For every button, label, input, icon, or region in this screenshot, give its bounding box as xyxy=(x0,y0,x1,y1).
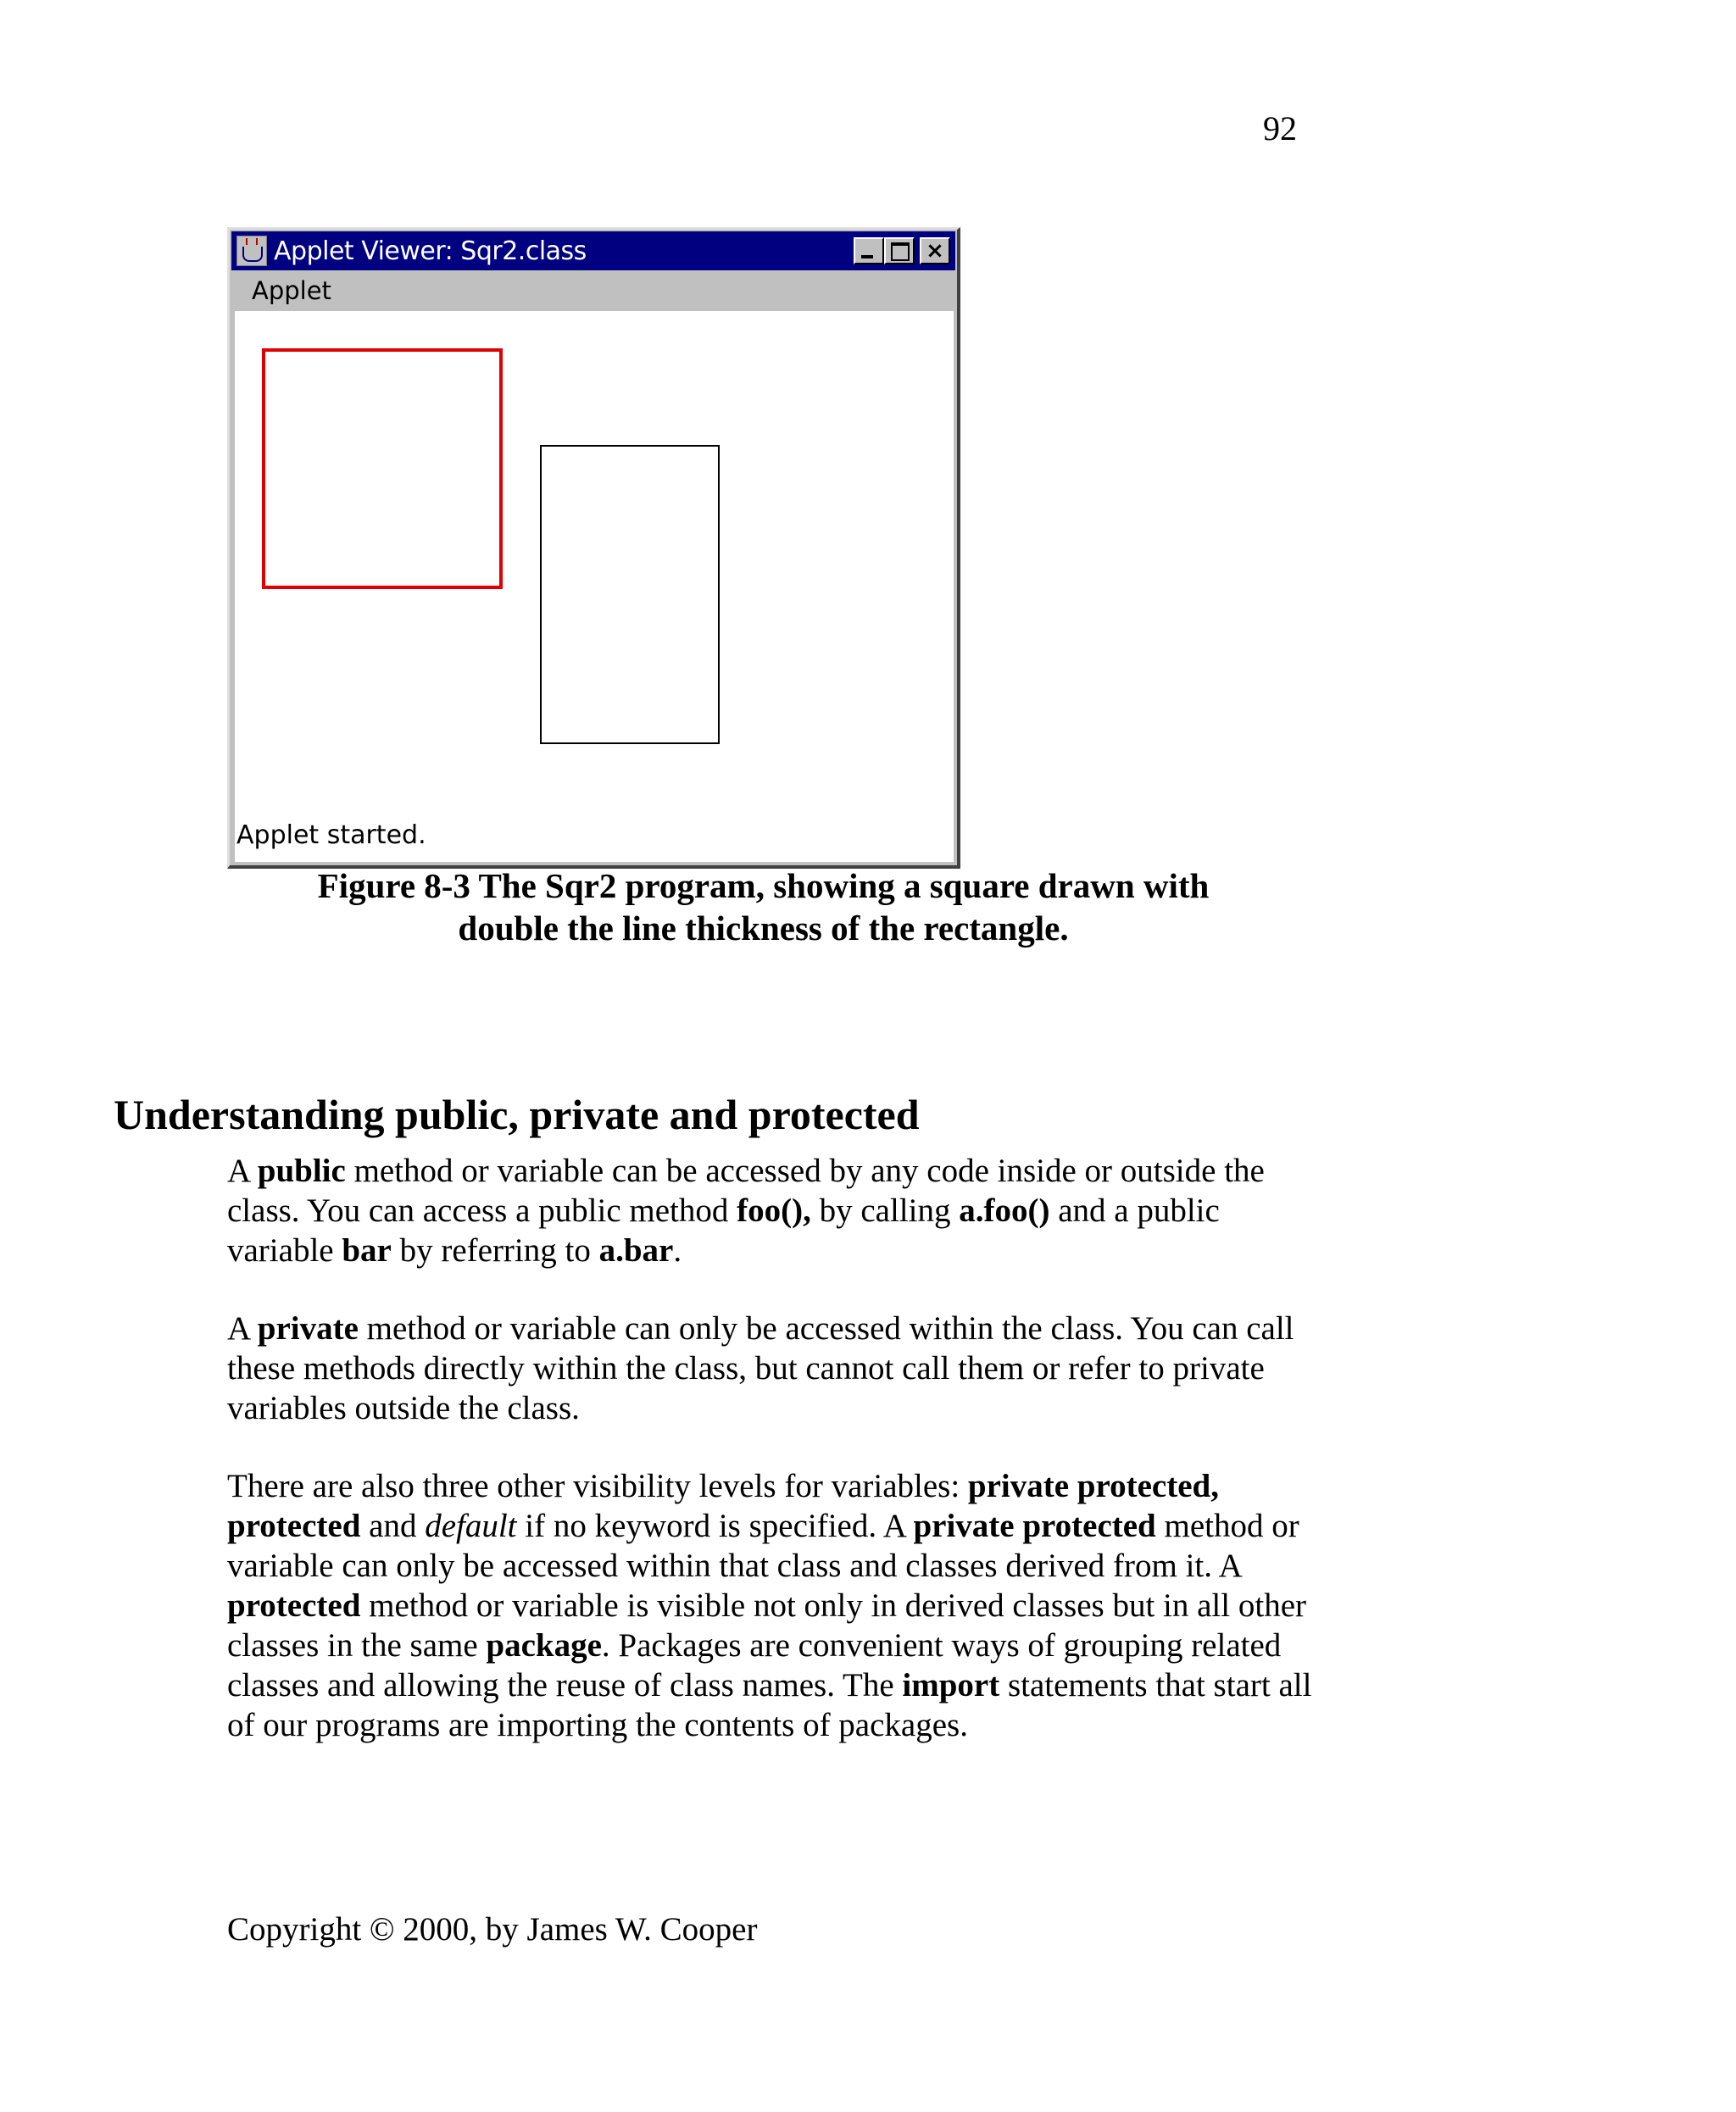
window-controls xyxy=(854,237,950,264)
text-run: A xyxy=(227,1310,258,1347)
keyword-import: import xyxy=(902,1667,1000,1703)
code-a-bar: a.bar xyxy=(598,1232,674,1269)
paragraph-visibility-levels xyxy=(227,1466,1321,1745)
applet-canvas xyxy=(235,311,954,862)
title-bar[interactable] xyxy=(231,231,955,270)
section-heading: Understanding public, private and protected xyxy=(114,1091,920,1138)
text-run: by calling xyxy=(810,1192,960,1229)
window-title: Applet Viewer: Sqr2.class xyxy=(274,236,587,266)
keyword-private: private xyxy=(257,1310,359,1347)
copyright-footer: Copyright © 2000, by James W. Cooper xyxy=(227,1911,758,1948)
text-run: method or variable is visible not only in derived classes but in all other classes in the same xyxy=(227,1587,1306,1664)
paragraph-public xyxy=(227,1151,1321,1270)
close-icon: × xyxy=(926,238,944,264)
paragraph-private xyxy=(227,1309,1321,1428)
keyword-private-protected: private protected, xyxy=(967,1468,1219,1504)
maximize-button[interactable] xyxy=(884,237,915,264)
text-run: if no keyword is specified. A xyxy=(516,1508,914,1544)
page-number: 92 xyxy=(1263,109,1297,147)
menu-bar xyxy=(231,272,955,309)
text-run: A xyxy=(227,1153,258,1189)
text-run: and a public variable xyxy=(227,1192,1220,1269)
text-run: method or variable can be accessed by any code inside or outside the class. You can access a public method xyxy=(227,1153,1265,1229)
minimize-button[interactable] xyxy=(854,237,884,264)
close-button[interactable] xyxy=(920,237,950,264)
minimize-icon xyxy=(861,255,873,258)
applet-viewer-window xyxy=(227,227,960,869)
java-cup-icon xyxy=(236,236,267,266)
red-square xyxy=(262,348,503,589)
text-run: . xyxy=(673,1232,682,1269)
keyword-protected-2: protected xyxy=(227,1587,361,1624)
black-rectangle xyxy=(540,445,720,744)
maximize-icon xyxy=(891,242,910,261)
figure-caption xyxy=(227,864,1299,949)
text-run: by referring to xyxy=(391,1232,599,1269)
text-run: There are also three other visibility levels for variables: xyxy=(227,1468,968,1504)
status-bar-text: Applet started. xyxy=(236,820,426,850)
keyword-protected: protected xyxy=(227,1508,361,1544)
text-run: method or variable can only be accessed within that class and classes derived from it. A xyxy=(227,1508,1299,1584)
keyword-default: default xyxy=(425,1508,517,1544)
code-foo: foo(), xyxy=(737,1192,811,1229)
figure-caption-line-1: Figure 8-3 The Sqr2 program, showing a square drawn with xyxy=(317,866,1210,905)
code-bar: bar xyxy=(342,1232,392,1269)
keyword-package: package xyxy=(486,1627,602,1664)
text-run: statements that start all of our programs are importing the contents of packages. xyxy=(227,1667,1312,1743)
keyword-public: public xyxy=(257,1153,346,1189)
figure-caption-line-2: double the line thickness of the rectangle. xyxy=(458,909,1069,948)
text-run: method or variable can only be accessed within the class. You can call these methods directly within the class, but cannot call them or refer to private variables outside the class. xyxy=(227,1310,1294,1426)
text-run: . Packages are convenient ways of grouping related classes and allowing the reuse of class names. The xyxy=(227,1627,1282,1703)
keyword-private-protected-2: private protected xyxy=(913,1508,1156,1544)
text-run: and xyxy=(360,1508,426,1544)
code-a-foo: a.foo() xyxy=(959,1192,1050,1229)
menu-applet[interactable]: Applet xyxy=(252,276,331,305)
